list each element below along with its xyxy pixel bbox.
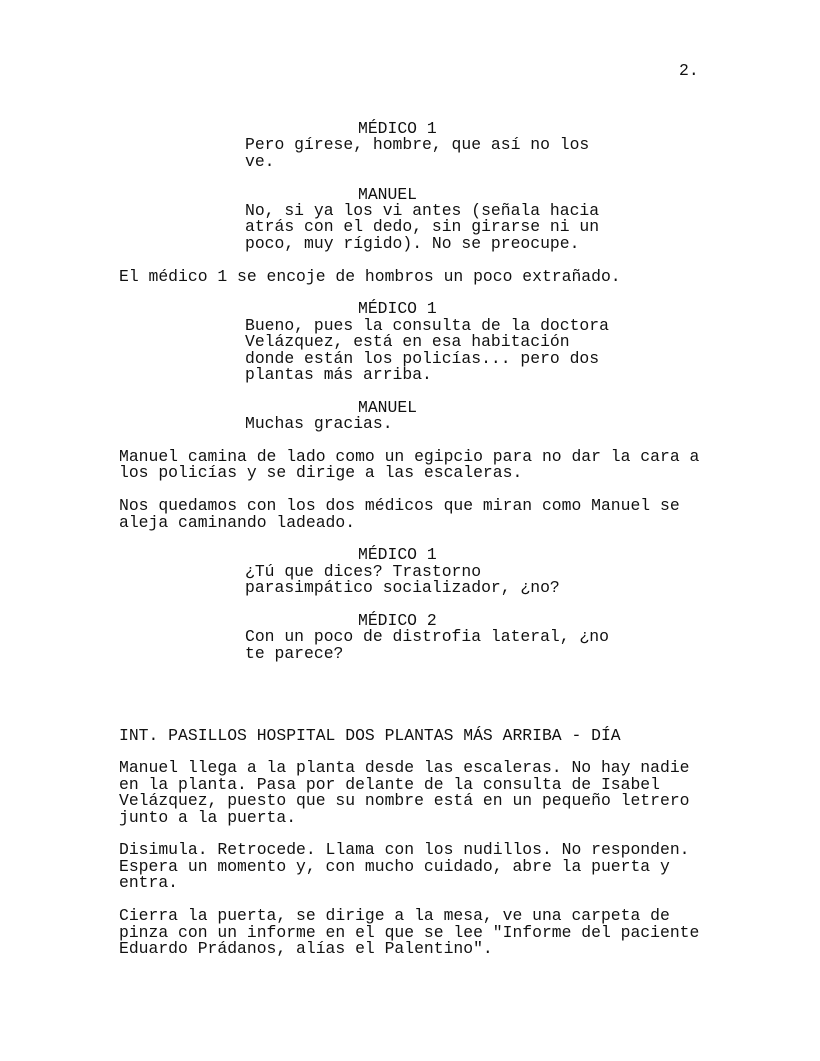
character-name: MANUEL [358,184,418,204]
character-name: MÉDICO 1 [358,299,437,319]
character-name: MÉDICO 1 [358,545,437,565]
action-line: Manuel camina de lado como un egipcio para no dar la cara a los policías y se dirige a las escaleras. [119,447,700,483]
action-line: Cierra la puerta, se dirige a la mesa, ve una carpeta de pinza con un informe en el que se lee "Informe del paciente Eduardo Prádanos, alías el Palentino". [119,906,700,958]
action-line: Manuel llega a la planta desde las escaleras. No hay nadie en la planta. Pasa por delante de la consulta de Isabel Velázquez, puesto que su nombre está en un pequeño letrero junto a la puerta. [119,758,690,827]
page-number: 2. [679,61,699,80]
dialogue: No, si ya los vi antes (señala hacia atrás con el dedo, sin girarse ni un poco, muy rígido). No se preocupe. [245,201,600,253]
character-name: MÉDICO 1 [358,119,437,138]
action-line: Nos quedamos con los dos médicos que miran como Manuel se aleja caminando ladeado. [119,496,680,532]
spacer [119,662,709,711]
action-line: El médico 1 se encoje de hombros un poco extrañado. [119,266,621,286]
scene-heading: INT. PASILLOS HOSPITAL DOS PLANTAS MÁS ARRIBA - DÍA [119,725,621,745]
screenplay-body [119,121,709,957]
dialogue: ¿Tú que dices? Trastorno parasimpático socializador, ¿no? [245,561,560,598]
dialogue: Con un poco de distrofia lateral, ¿no te parece? [245,627,609,663]
dialogue: Bueno, pues la consulta de la doctora Velázquez, está en esa habitación donde están los policías... pero dos plantas más arriba. [245,315,609,385]
dialogue: Muchas gracias. [245,414,393,434]
action-line: Disimula. Retrocede. Llama con los nudillos. No responden. Espera un momento y, con mucho cuidado, abre la puerta y entra. [119,840,690,893]
character-name: MANUEL [358,397,418,417]
dialogue: Pero gírese, hombre, que así no los ve. [245,135,590,171]
character-name: MÉDICO 2 [358,611,437,631]
